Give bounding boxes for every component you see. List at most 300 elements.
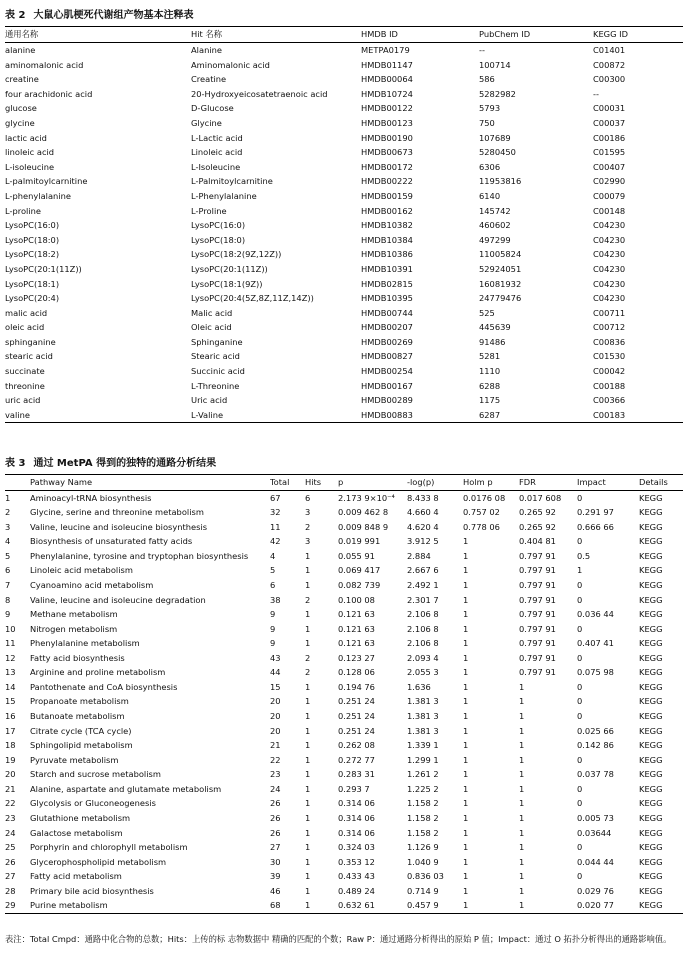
table-3-cell: Nitrogen metabolism bbox=[30, 623, 118, 634]
table-3-cell: 1 bbox=[463, 536, 469, 547]
table-3-cell: Primary bile acid biosynthesis bbox=[30, 885, 154, 896]
table-3-cell: 0.017 608 bbox=[519, 492, 562, 503]
table-3-cell: 1 bbox=[305, 885, 311, 896]
table-3-cell: 18 bbox=[5, 740, 16, 751]
table-2-cell: 586 bbox=[479, 74, 495, 85]
table-2-cell: C01530 bbox=[593, 351, 626, 362]
table-3-cell: 4.660 4 bbox=[407, 507, 439, 518]
table-2-cell: C04230 bbox=[593, 293, 626, 304]
table-3-row bbox=[5, 651, 683, 666]
table-3-cell: 2.055 3 bbox=[407, 667, 439, 678]
table-3-cell: 1 bbox=[519, 885, 525, 896]
table-2-cell: C00300 bbox=[593, 74, 626, 85]
table-3-row bbox=[5, 724, 683, 739]
table-2-cell: HMDB00122 bbox=[361, 103, 413, 114]
table-2-cell: 750 bbox=[479, 117, 495, 128]
table-3-cell: 0.314 06 bbox=[338, 798, 375, 809]
table-3-cell: 0.044 44 bbox=[577, 856, 614, 867]
table-3-cell: 1.126 9 bbox=[407, 842, 439, 853]
table-3-cell: Purine metabolism bbox=[30, 900, 108, 911]
table-2-cell: 5280450 bbox=[479, 147, 516, 158]
table-3-cell: 0 bbox=[577, 711, 583, 721]
table-2-cell: 445639 bbox=[479, 322, 511, 333]
table-2-header-row bbox=[5, 27, 683, 43]
table-2-caption bbox=[5, 9, 683, 22]
table-2-cell: L-Palmitoylcarnitine bbox=[191, 176, 273, 187]
table-3-cell: 0 bbox=[577, 754, 583, 765]
table-3-cell: 3 bbox=[305, 507, 311, 518]
table-2-cell: L-Proline bbox=[191, 205, 227, 216]
table-2-cell: 11005824 bbox=[479, 249, 522, 260]
table-2-cell: LysoPC(18:2) bbox=[5, 249, 60, 260]
table-3-row bbox=[5, 884, 683, 899]
table-2-cell: malic acid bbox=[5, 307, 48, 318]
table-3-row bbox=[5, 490, 683, 505]
table-3-cell: 20 bbox=[270, 711, 281, 721]
table-3-cell: 27 bbox=[270, 842, 281, 853]
table-3-cell: 0 bbox=[577, 696, 583, 707]
table-2-cell: L-Valine bbox=[191, 409, 224, 420]
table-3-cell: 1 bbox=[463, 900, 469, 911]
table-3-row bbox=[5, 767, 683, 782]
table-2-cell: 1175 bbox=[479, 395, 501, 406]
table-2-row bbox=[5, 43, 683, 58]
table-3-cell: 0.632 61 bbox=[338, 900, 375, 911]
table-2-row bbox=[5, 87, 683, 102]
table-3-cell: KEGG bbox=[639, 900, 663, 911]
table-2-cell: L-Threonine bbox=[191, 380, 240, 391]
table-3-cell: Pyruvate metabolism bbox=[30, 754, 119, 765]
table-3-cell: 0.037 78 bbox=[577, 769, 614, 780]
table-3-cell: 46 bbox=[270, 885, 281, 896]
table-2-cell: HMDB01147 bbox=[361, 59, 413, 70]
table-2-cell: Creatine bbox=[191, 74, 227, 85]
table-3-cell: 0.291 97 bbox=[577, 507, 614, 518]
table-3-cell: 26 bbox=[270, 827, 281, 838]
table-3-cell: 1 bbox=[519, 856, 525, 867]
table-3-cell: 0.03644 bbox=[577, 827, 612, 838]
table-3-cell: 17 bbox=[5, 725, 16, 736]
table-3-cell: 0.075 98 bbox=[577, 667, 614, 678]
table-footnote: 表注：Total Cmpd：通路中化合物的总数；Hits：上传的标 志物数据中 精确的匹配的个数；Raw P：通过通路分析得出的原始 P 值；Impact：通过 O 拓扑分析得出的通路影响值。 bbox=[5, 934, 672, 944]
table-3-section bbox=[5, 457, 683, 914]
table-2-header-cell: PubChem ID bbox=[479, 29, 531, 39]
table-3-cell: 1 bbox=[519, 754, 525, 765]
table-3-cell: 1 bbox=[463, 609, 469, 620]
table-3-cell: 2.093 4 bbox=[407, 652, 439, 663]
table-3-cell: 1 bbox=[305, 769, 311, 780]
table-2-row bbox=[5, 189, 683, 204]
table-3-cell: 0 bbox=[577, 652, 583, 663]
table-2-row bbox=[5, 160, 683, 175]
table-3-cell: Glycerophospholipid metabolism bbox=[30, 856, 167, 867]
table-3-cell: 13 bbox=[5, 667, 16, 678]
table-2-cell: C00031 bbox=[593, 103, 626, 114]
table-2-cell: 6287 bbox=[479, 409, 501, 420]
table-2-cell: Aminomalonic acid bbox=[191, 59, 270, 70]
table-3-cell: 1 bbox=[519, 842, 525, 853]
table-2-row bbox=[5, 174, 683, 189]
table-3-cell: Phenylalanine metabolism bbox=[30, 638, 140, 649]
table-3-cell: 9 bbox=[5, 609, 11, 620]
table-2-row bbox=[5, 349, 683, 364]
table-3-cell: 14 bbox=[5, 681, 16, 692]
table-2-cell: Glycine bbox=[191, 117, 222, 128]
table-3-cell: Methane metabolism bbox=[30, 609, 118, 620]
table-3-cell: KEGG bbox=[639, 740, 663, 751]
table-2-row bbox=[5, 393, 683, 408]
table-2-cell: 52924051 bbox=[479, 263, 522, 274]
table-3-cell: 1 bbox=[463, 623, 469, 634]
table-2-cell: C04230 bbox=[593, 263, 626, 274]
table-3-header-cell bbox=[5, 475, 30, 491]
table-3-cell: 1 bbox=[519, 812, 525, 823]
table-2-row bbox=[5, 291, 683, 306]
table-3-cell: 9 bbox=[270, 609, 276, 620]
table-2-cell: C00872 bbox=[593, 59, 626, 70]
table-3-cell: 11 bbox=[5, 638, 16, 649]
table-2-cell: L-Isoleucine bbox=[191, 161, 241, 172]
table-3-cell: Valine, leucine and isoleucine degradation bbox=[30, 594, 206, 605]
table-3-cell: 1.381 3 bbox=[407, 711, 439, 721]
table-2-cell: HMDB10384 bbox=[361, 234, 413, 245]
table-3-cell: 0.407 41 bbox=[577, 638, 614, 649]
table-3-cell: 1 bbox=[305, 609, 311, 620]
table-3-cell: 20 bbox=[270, 696, 281, 707]
table-3-cell: 0.314 06 bbox=[338, 812, 375, 823]
table-3-cell: 38 bbox=[270, 594, 281, 605]
table-3-cell: 1 bbox=[577, 565, 583, 576]
table-2-cell: Sphinganine bbox=[191, 336, 243, 347]
table-3-cell: 0.121 63 bbox=[338, 638, 375, 649]
table-3-cell: 0.019 991 bbox=[338, 536, 381, 547]
table-3-cell: 1 bbox=[463, 725, 469, 736]
table-3-cell: 1 bbox=[463, 696, 469, 707]
table-3-cell: 0.404 81 bbox=[519, 536, 556, 547]
table-3-cell: 0.0176 08 bbox=[463, 492, 506, 503]
table-2-cell: C01595 bbox=[593, 147, 626, 158]
table-3-cell: 68 bbox=[270, 900, 281, 911]
table-3-caption bbox=[5, 457, 683, 470]
table-3-cell: 8 bbox=[5, 594, 11, 605]
table-3-cell: 21 bbox=[270, 740, 281, 751]
table-2-cell: HMDB00190 bbox=[361, 132, 413, 143]
table-2-cell: C00712 bbox=[593, 322, 626, 333]
table-3-cell: KEGG bbox=[639, 609, 663, 620]
table-2-cell: C00186 bbox=[593, 132, 626, 143]
table-3-cell: 0.489 24 bbox=[338, 885, 375, 896]
table-3-cell: 0.251 24 bbox=[338, 725, 375, 736]
table-3-row bbox=[5, 534, 683, 549]
table-2-cell: Stearic acid bbox=[191, 351, 240, 362]
table-2-cell: HMDB00172 bbox=[361, 161, 413, 172]
table-2-cell: -- bbox=[593, 88, 599, 99]
table-2-cell: -- bbox=[479, 45, 485, 55]
table-3-cell: 15 bbox=[5, 696, 16, 707]
table-3-cell: 0.262 08 bbox=[338, 740, 375, 751]
table-3-cell: 1 bbox=[305, 900, 311, 911]
table-3-cell: 1 bbox=[463, 652, 469, 663]
table-3-cell: 1 bbox=[519, 725, 525, 736]
table-2-cell: L-isoleucine bbox=[5, 161, 55, 172]
table-3-cell: 20 bbox=[5, 769, 16, 780]
table-3-cell: KEGG bbox=[639, 769, 663, 780]
table-2-cell: L-Lactic acid bbox=[191, 132, 243, 143]
table-3-row bbox=[5, 694, 683, 709]
table-3-cell: 6 bbox=[305, 492, 311, 503]
table-3-cell: 1.299 1 bbox=[407, 754, 439, 765]
table-3-cell: 0.457 9 bbox=[407, 900, 439, 911]
table-2-cell: C02990 bbox=[593, 176, 626, 187]
table-3-cell: 1 bbox=[463, 565, 469, 576]
table-3-header-cell: Hits bbox=[305, 477, 322, 487]
table-3-cell: Fatty acid biosynthesis bbox=[30, 652, 125, 663]
table-3-cell: 1 bbox=[305, 754, 311, 765]
table-3-cell: 0 bbox=[577, 594, 583, 605]
table-3-cell: Fatty acid metabolism bbox=[30, 871, 122, 882]
table-2-cell: 145742 bbox=[479, 205, 511, 216]
table-3-row bbox=[5, 520, 683, 535]
table-3-row bbox=[5, 826, 683, 841]
table-3-cell: 0 bbox=[577, 492, 583, 503]
table-2-cell: HMDB10395 bbox=[361, 293, 413, 304]
table-2-header-cell: HMDB ID bbox=[361, 29, 398, 39]
table-3-cell: 19 bbox=[5, 754, 16, 765]
table-3-cell: 0.100 08 bbox=[338, 594, 375, 605]
table-3-row bbox=[5, 607, 683, 622]
table-3-cell: 0.314 06 bbox=[338, 827, 375, 838]
table-2-cell: HMDB00159 bbox=[361, 190, 413, 201]
table-3-cell: 1 bbox=[519, 769, 525, 780]
table-3-header-cell: FDR bbox=[519, 477, 536, 487]
table-3-cell: 0.005 73 bbox=[577, 812, 614, 823]
table-3-cell: KEGG bbox=[639, 623, 663, 634]
table-2-cell: glucose bbox=[5, 103, 37, 114]
table-2-cell: Succinic acid bbox=[191, 366, 245, 377]
table-3-cell: 2.301 7 bbox=[407, 594, 439, 605]
table-3-cell: KEGG bbox=[639, 681, 663, 692]
table-3-cell: Cyanoamino acid metabolism bbox=[30, 579, 154, 590]
table-3-cell: KEGG bbox=[639, 885, 663, 896]
table-3-cell: KEGG bbox=[639, 536, 663, 547]
table-3-cell: 0.778 06 bbox=[463, 521, 500, 532]
table-3-cell: 23 bbox=[5, 812, 16, 823]
table-3-cell: 0.797 91 bbox=[519, 579, 556, 590]
table-3-cell: 1 bbox=[305, 740, 311, 751]
table-3-cell: 0.020 77 bbox=[577, 900, 614, 911]
table-2-cell: oleic acid bbox=[5, 322, 45, 333]
table-2-row bbox=[5, 320, 683, 335]
table-2-cell: C00183 bbox=[593, 409, 626, 420]
table-3-header-cell: Details bbox=[639, 477, 668, 487]
table-3-cell: 1 bbox=[463, 681, 469, 692]
table-3-cell: 1 bbox=[463, 667, 469, 678]
table-3-cell: 0.009 462 8 bbox=[338, 507, 389, 518]
table-2-cell: HMDB00123 bbox=[361, 117, 413, 128]
table-2-cell: 16081932 bbox=[479, 278, 522, 289]
table-2-row bbox=[5, 116, 683, 131]
table-2-cell: HMDB10382 bbox=[361, 220, 413, 231]
table-3-cell: Valine, leucine and isoleucine biosynthesis bbox=[30, 521, 208, 532]
table-3-cell: KEGG bbox=[639, 565, 663, 576]
table-2-row bbox=[5, 145, 683, 160]
table-2-cell: HMDB00744 bbox=[361, 307, 413, 318]
table-3-cell: Galactose metabolism bbox=[30, 827, 123, 838]
table-2-cell: uric acid bbox=[5, 395, 41, 406]
table-2-cell: L-palmitoylcarnitine bbox=[5, 176, 88, 187]
table-2-cell: lactic acid bbox=[5, 132, 47, 143]
table-3-cell: 1.158 2 bbox=[407, 798, 439, 809]
table-3-cell: 4 bbox=[5, 536, 11, 547]
table-2-row bbox=[5, 204, 683, 219]
table-3-cell: 26 bbox=[5, 856, 16, 867]
table-3-cell: 9 bbox=[270, 638, 276, 649]
table-3-cell: 0.797 91 bbox=[519, 623, 556, 634]
table-3-row bbox=[5, 593, 683, 608]
table-2-cell: HMDB00167 bbox=[361, 380, 413, 391]
table-3-cell: KEGG bbox=[639, 711, 663, 721]
table-3-row bbox=[5, 665, 683, 680]
table-3-row bbox=[5, 855, 683, 870]
table-3-cell: KEGG bbox=[639, 842, 663, 853]
table-3-cell: 0.353 12 bbox=[338, 856, 375, 867]
table-3-cell: 1 bbox=[305, 623, 311, 634]
table-3-cell: KEGG bbox=[639, 827, 663, 838]
table-3-cell: KEGG bbox=[639, 667, 663, 678]
table-3-cell: 0.283 31 bbox=[338, 769, 375, 780]
table-3-cell: 1 bbox=[463, 827, 469, 838]
table-2-cell: LysoPC(20:4) bbox=[5, 293, 60, 304]
table-3-cell: 1.225 2 bbox=[407, 783, 439, 794]
table-2-cell: 6140 bbox=[479, 190, 501, 201]
table-3-cell: 4 bbox=[270, 550, 276, 561]
table-3-cell: 39 bbox=[270, 871, 281, 882]
table-3-row bbox=[5, 505, 683, 520]
table-3-row bbox=[5, 578, 683, 593]
table-2-cell: HMDB02815 bbox=[361, 278, 413, 289]
table-2-cell: threonine bbox=[5, 380, 45, 391]
table-3-cell: 1 bbox=[305, 696, 311, 707]
table-2-cell: HMDB00883 bbox=[361, 409, 413, 420]
table-3-cell: 0.797 91 bbox=[519, 667, 556, 678]
table-3-cell: 1 bbox=[305, 842, 311, 853]
table-3-cell: 21 bbox=[5, 783, 16, 794]
table-2-cell: 6288 bbox=[479, 380, 501, 391]
table-2-cell: L-phenylalanine bbox=[5, 190, 71, 201]
table-2-cell: valine bbox=[5, 409, 30, 420]
table-3-cell: Linoleic acid metabolism bbox=[30, 565, 133, 576]
table-2-cell: 5281 bbox=[479, 351, 501, 362]
table-3-row bbox=[5, 563, 683, 578]
table-2-cell: C00836 bbox=[593, 336, 626, 347]
table-3-cell: 0.714 9 bbox=[407, 885, 439, 896]
table-3-cell: 1 bbox=[305, 856, 311, 867]
table-3-cell: 1 bbox=[463, 769, 469, 780]
table-3-header-cell: Total bbox=[270, 477, 290, 487]
table-3-cell: KEGG bbox=[639, 812, 663, 823]
table-3-cell: 1 bbox=[519, 740, 525, 751]
table-3-cell: 7 bbox=[5, 579, 11, 590]
table-2-cell: 91486 bbox=[479, 336, 506, 347]
table-3-cell: 22 bbox=[5, 798, 16, 809]
table-2-cell: C00711 bbox=[593, 307, 626, 318]
table-2-cell: C01401 bbox=[593, 45, 626, 55]
table-3-cell: 0 bbox=[577, 623, 583, 634]
table-3-cell: 0.036 44 bbox=[577, 609, 614, 620]
table-3-cell: Starch and sucrose metabolism bbox=[30, 769, 161, 780]
table-3-row bbox=[5, 636, 683, 651]
table-3-cell: KEGG bbox=[639, 696, 663, 707]
table-2-cell: aminomalonic acid bbox=[5, 59, 84, 70]
table-3-cell: 23 bbox=[270, 769, 281, 780]
table-2-row bbox=[5, 408, 683, 423]
table-3-cell: 1 bbox=[519, 681, 525, 692]
table-2-row bbox=[5, 58, 683, 73]
table-3-cell: 1 bbox=[463, 754, 469, 765]
table-3-cell: 0.757 02 bbox=[463, 507, 500, 518]
table-3 bbox=[5, 474, 683, 914]
table-3-cell: 1.381 3 bbox=[407, 696, 439, 707]
table-3-cell: Arginine and proline metabolism bbox=[30, 667, 166, 678]
table-3-cell: KEGG bbox=[639, 507, 663, 518]
table-2-row bbox=[5, 131, 683, 146]
table-3-cell: 0.797 91 bbox=[519, 652, 556, 663]
table-3-cell: KEGG bbox=[639, 594, 663, 605]
table-3-cell: 24 bbox=[270, 783, 281, 794]
table-3-cell: 1 bbox=[305, 565, 311, 576]
table-3-cell: 6 bbox=[5, 565, 11, 576]
table-3-row bbox=[5, 782, 683, 797]
table-3-cell: 1 bbox=[519, 871, 525, 882]
table-3-cell: 6 bbox=[270, 579, 276, 590]
table-3-cell: 0.272 77 bbox=[338, 754, 375, 765]
table-3-cell: 1 bbox=[463, 638, 469, 649]
table-3-cell: 1 bbox=[463, 594, 469, 605]
table-3-cell: 0.121 63 bbox=[338, 623, 375, 634]
table-3-cell: 3 bbox=[305, 536, 311, 547]
table-2-cell: HMDB00162 bbox=[361, 205, 413, 216]
table-3-cell: 2.173 9×10⁻⁴ bbox=[338, 492, 395, 503]
table-2-cell: 460602 bbox=[479, 220, 511, 231]
table-3-cell: 25 bbox=[5, 842, 16, 853]
table-2-cell: C04230 bbox=[593, 220, 626, 231]
table-3-cell: KEGG bbox=[639, 725, 663, 736]
table-3-cell: 2 bbox=[305, 652, 311, 663]
table-2-row bbox=[5, 101, 683, 116]
table-3-cell: 1 bbox=[519, 900, 525, 911]
table-3-cell: Biosynthesis of unsaturated fatty acids bbox=[30, 536, 193, 547]
table-3-cell: 0 bbox=[577, 842, 583, 853]
table-2-cell: C00037 bbox=[593, 117, 626, 128]
table-3-cell: 30 bbox=[270, 856, 281, 867]
table-3-cell: 0.265 92 bbox=[519, 507, 556, 518]
table-3-cell: 2.492 1 bbox=[407, 579, 439, 590]
table-3-cell: 1 bbox=[463, 783, 469, 794]
table-2-cell: C00079 bbox=[593, 190, 626, 201]
table-3-header-row bbox=[5, 475, 683, 491]
table-3-cell: 2.106 8 bbox=[407, 623, 439, 634]
table-3-row bbox=[5, 796, 683, 811]
table-3-cell: KEGG bbox=[639, 492, 663, 503]
table-3-cell: KEGG bbox=[639, 871, 663, 882]
table-3-cell: 0.123 27 bbox=[338, 652, 375, 663]
table-3-header-cell: Holm p bbox=[463, 477, 493, 487]
table-3-cell: 22 bbox=[270, 754, 281, 765]
table-3-cell: 1.158 2 bbox=[407, 827, 439, 838]
table-3-cell: 0.069 417 bbox=[338, 565, 381, 576]
table-2-row bbox=[5, 72, 683, 87]
table-2-cell: LysoPC(18:1) bbox=[5, 278, 60, 289]
